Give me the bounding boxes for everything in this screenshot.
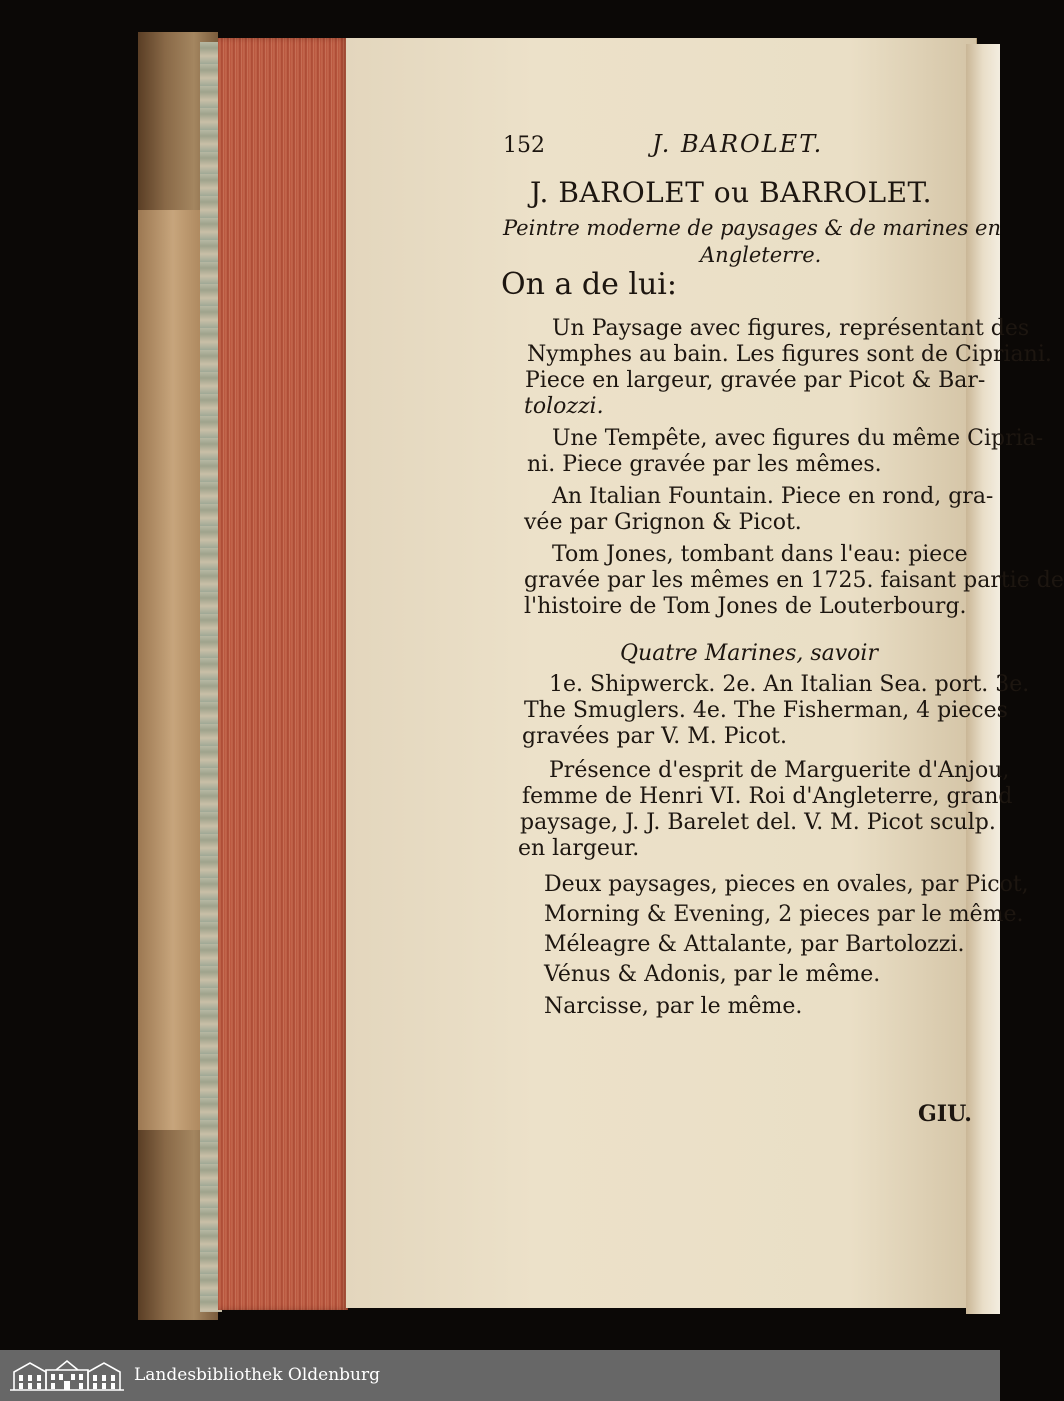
text-line: paysage, J. J. Barelet del. V. M. Picot sculp. — [520, 810, 996, 835]
text-line: Deux paysages, pieces en ovales, par Picot, — [544, 872, 1029, 897]
footer-bar — [0, 1350, 1000, 1401]
text-line: Piece en largeur, gravée par Picot & Bar- — [525, 368, 986, 393]
text-line: Vénus & Adonis, par le même. — [544, 962, 881, 987]
text-line: Méleagre & Attalante, par Bartolozzi. — [544, 932, 965, 957]
text-line: Narcisse, par le même. — [544, 994, 803, 1019]
text-line: Tom Jones, tombant dans l'eau: piece — [552, 542, 968, 567]
text-line: ni. Piece gravée par les mêmes. — [527, 452, 882, 477]
text-line: Nymphes au bain. Les figures sont de Cipriani. — [527, 342, 1052, 367]
page-number: 152 — [503, 133, 545, 158]
running-head: J. BAROLET. — [652, 130, 824, 158]
text-line: l'histoire de Tom Jones de Louterbourg. — [524, 594, 967, 619]
entry-title: J. BAROLET ou BARROLET. — [530, 176, 932, 209]
text-line: Une Tempête, avec figures du même Cipria- — [552, 426, 1044, 451]
library-name: Landesbibliothek Oldenburg — [134, 1365, 381, 1385]
text-line: vée par Grignon & Picot. — [524, 510, 802, 535]
text-line: Un Paysage avec figures, représentant des — [552, 316, 1030, 341]
library-building-icon — [8, 1358, 126, 1392]
entry-subtitle-line-1: Peintre moderne de paysages & de marines en — [503, 216, 1001, 240]
text-line: Quatre Marines, savoir — [620, 641, 878, 666]
text-line: The Smuglers. 4e. The Fisherman, 4 pieces — [524, 698, 1008, 723]
text-line: gravées par V. M. Picot. — [522, 724, 787, 749]
text-line: 1e. Shipwerck. 2e. An Italian Sea. port. 3e. — [549, 672, 1030, 697]
text-line: en largeur. — [518, 836, 640, 861]
text-line: Morning & Evening, 2 pieces par le même. — [544, 902, 1024, 927]
text-line: An Italian Fountain. Piece en rond, gra- — [552, 484, 994, 509]
text-line: gravée par les mêmes en 1725. faisant partie de — [524, 568, 1064, 593]
text-line: tolozzi. — [524, 394, 604, 419]
entry-subtitle-line-2: Angleterre. — [700, 243, 822, 267]
entry-intro: On a de lui: — [501, 267, 677, 302]
text-line: Présence d'esprit de Marguerite d'Anjou, — [549, 758, 1010, 783]
catchword: GIU. — [918, 1101, 972, 1127]
text-line: femme de Henri VI. Roi d'Angleterre, grand — [522, 784, 1013, 809]
